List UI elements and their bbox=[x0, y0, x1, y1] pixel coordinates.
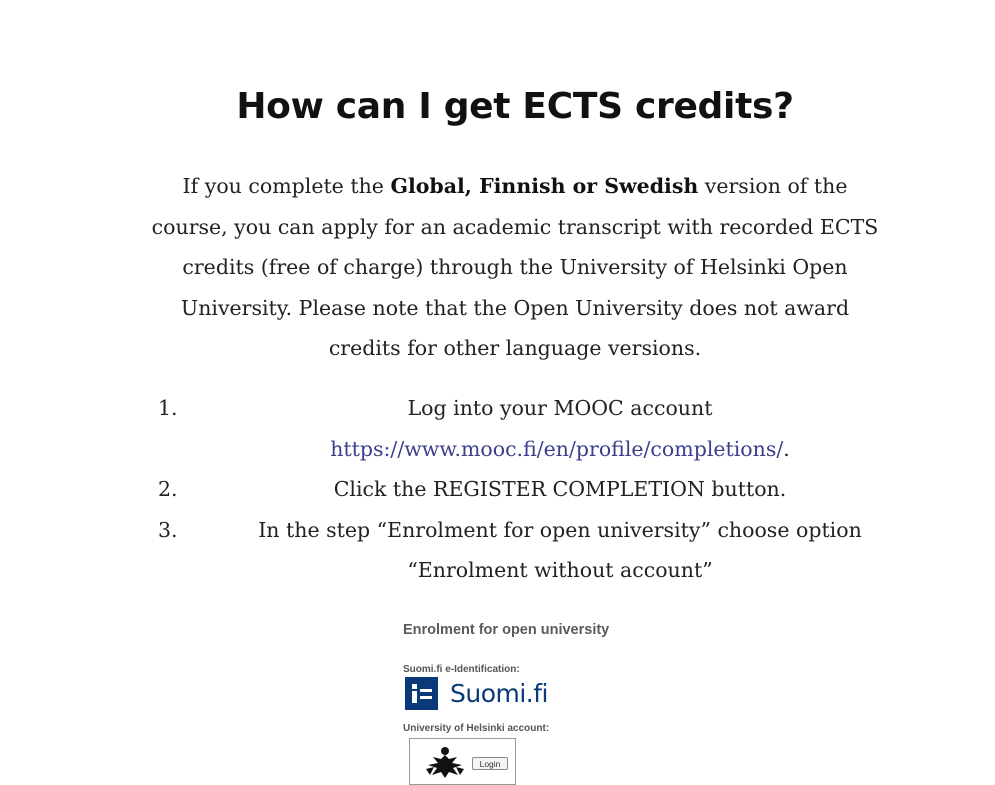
intro-bold-versions: Global, Finnish or Swedish bbox=[390, 174, 699, 198]
mooc-completions-link[interactable]: https://www.mooc.fi/en/profile/completions/ bbox=[330, 436, 784, 461]
enrolment-screenshot-title: Enrolment for open university bbox=[403, 622, 610, 638]
intro-text-before: If you complete the bbox=[182, 174, 391, 198]
step-item-1 bbox=[150, 388, 880, 469]
steps-list bbox=[150, 388, 880, 591]
step-number: 3. bbox=[158, 517, 178, 542]
login-button[interactable]: Login bbox=[472, 757, 508, 770]
suomi-fi-logo-text: Suomi.fi bbox=[450, 679, 549, 708]
step-number: 1. bbox=[158, 396, 178, 420]
step-item-2 bbox=[150, 469, 880, 510]
suomi-fi-logo-icon bbox=[405, 677, 438, 710]
enrolment-screenshot bbox=[398, 616, 658, 776]
university-account-label: University of Helsinki account: bbox=[403, 723, 550, 734]
step-text-suffix: . bbox=[783, 436, 790, 461]
suomi-fi-login[interactable] bbox=[405, 677, 548, 710]
step-text: Click the REGISTER COMPLETION button. bbox=[333, 477, 787, 501]
intro-paragraph bbox=[150, 166, 880, 369]
step-text: In the step “Enrolment for open university” choose option “Enrolment without account” bbox=[258, 517, 862, 582]
university-helsinki-logo-icon bbox=[422, 745, 468, 779]
step-text: Log into your MOOC account bbox=[407, 396, 713, 420]
suomi-identification-label: Suomi.fi e-Identification: bbox=[403, 664, 520, 675]
page-title: How can I get ECTS credits? bbox=[236, 86, 794, 127]
intro-text-after: version of the course, you can apply for an academic transcript with recorded ECTS credits (free of charge) through the University of Helsinki Open University. Please note that the Open University does not award credits for other language versions. bbox=[151, 174, 879, 360]
step-item-3 bbox=[150, 510, 880, 591]
university-account-login-box bbox=[409, 738, 516, 785]
step-number: 2. bbox=[158, 477, 178, 501]
